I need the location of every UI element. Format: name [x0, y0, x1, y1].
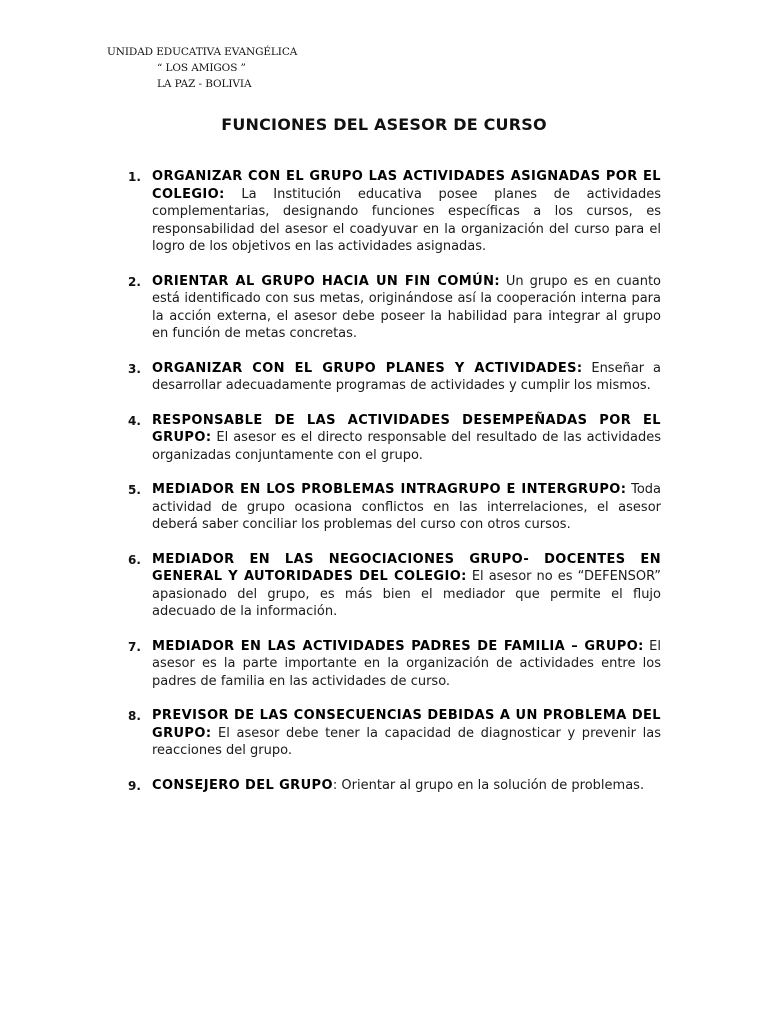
- item-body: La Institución educativa posee planes de actividades complementarias, designando funciones específicas a los cursos, es responsabilidad del asesor el coadyuvar en la organización del curso para el logro de los objetivos en las actividades asignadas.: [152, 186, 661, 254]
- list-item: [128, 481, 661, 534]
- list-item: [128, 168, 661, 256]
- item-text: [152, 412, 661, 465]
- item-heading: ORGANIZAR CON EL GRUPO LAS ACTIVIDADES ASIGNADAS POR EL COLEGIO:: [152, 169, 661, 202]
- item-body: Toda actividad de grupo ocasiona conflictos en las interrelaciones, el asesor deberá saber conciliar los problemas del curso con otros cursos.: [152, 482, 661, 532]
- item-number: 4.: [128, 413, 141, 428]
- item-number: 1.: [128, 170, 141, 184]
- item-text: [152, 777, 661, 795]
- item-text: [152, 360, 661, 395]
- item-body: El asesor debe tener la capacidad de diagnosticar y prevenir las reacciones del grupo.: [152, 725, 661, 758]
- list-item: [128, 777, 661, 795]
- school-name: UNIDAD EDUCATIVA EVANGÉLICA: [107, 46, 298, 58]
- page-title: FUNCIONES DEL ASESOR DE CURSO: [221, 115, 547, 134]
- item-text: [152, 551, 661, 621]
- item-body: El asesor es la parte importante en la organización de actividades entre los padres de familia en las actividades de curso.: [152, 638, 661, 689]
- school-subtitle: “ LOS AMIGOS ”: [157, 62, 246, 74]
- item-heading: MEDIADOR EN LAS NEGOCIACIONES GRUPO- DOCENTES EN GENERAL Y AUTORIDADES DEL COLEGIO:: [152, 551, 661, 584]
- item-number: 5.: [128, 483, 141, 497]
- item-number: 7.: [128, 639, 141, 654]
- item-number: 9.: [128, 778, 141, 793]
- functions-list: [128, 168, 661, 812]
- item-text: [152, 638, 661, 691]
- item-body: : Orientar al grupo en la solución de problemas.: [332, 777, 645, 793]
- item-number: 3.: [128, 361, 141, 376]
- item-heading: MEDIADOR EN LOS PROBLEMAS INTRAGRUPO E INTERGRUPO:: [152, 482, 627, 497]
- item-heading: RESPONSABLE DE LAS ACTIVIDADES DESEMPEÑADAS POR EL GRUPO:: [152, 412, 661, 445]
- item-text: [152, 481, 661, 534]
- item-heading: CONSEJERO DEL GRUPO: [152, 777, 333, 793]
- item-text: [152, 273, 661, 343]
- school-header: [107, 44, 297, 92]
- item-text: [152, 707, 661, 760]
- item-heading: ORGANIZAR CON EL GRUPO PLANES Y ACTIVIDADES:: [152, 360, 583, 376]
- item-heading: PREVISOR DE LAS CONSECUENCIAS DEBIDAS A UN PROBLEMA DEL GRUPO:: [152, 708, 661, 741]
- item-body: Enseñar a desarrollar adecuadamente programas de actividades y cumplir los mismos.: [152, 360, 661, 393]
- list-item: [128, 551, 661, 621]
- item-number: 6.: [128, 552, 141, 567]
- item-heading: MEDIADOR EN LAS ACTIVIDADES PADRES DE FAMILIA – GRUPO:: [152, 638, 644, 654]
- item-body: Un grupo es en cuanto está identificado con sus metas, originándose así la cooperación interna para la acción externa, el asesor debe poseer la habilidad para integrar al grupo en función de metas concretas.: [152, 273, 662, 341]
- item-number: 8.: [128, 709, 141, 723]
- item-number: 2.: [128, 274, 141, 289]
- item-text: [152, 168, 661, 256]
- list-item: [128, 273, 661, 343]
- list-item: [128, 707, 661, 760]
- list-item: [128, 412, 661, 465]
- item-body: El asesor no es “DEFENSOR” apasionado del grupo, es más bien el mediador que permite el flujo adecuado de la información.: [152, 569, 662, 619]
- item-heading: ORIENTAR AL GRUPO HACIA UN FIN COMÚN:: [152, 273, 500, 289]
- list-item: [128, 360, 661, 395]
- item-body: El asesor es el directo responsable del resultado de las actividades organizadas conjuntamente con el grupo.: [152, 430, 661, 463]
- list-item: [128, 638, 661, 691]
- school-location: LA PAZ - BOLIVIA: [157, 78, 252, 90]
